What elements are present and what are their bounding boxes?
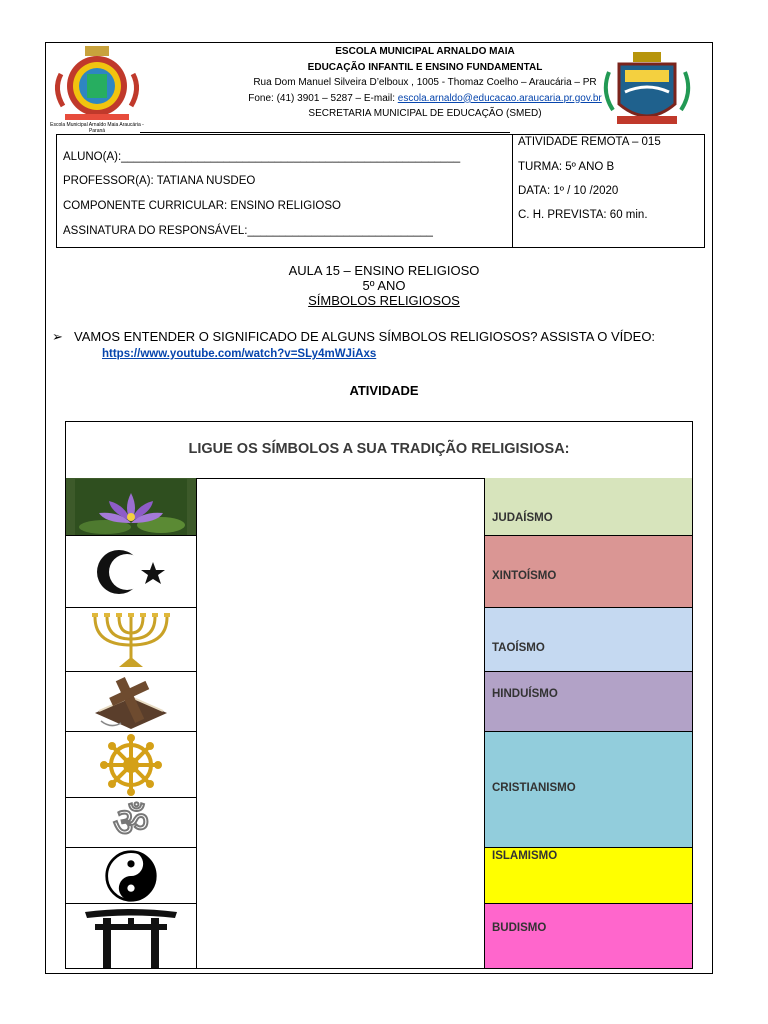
municipal-crest-logo [47,44,147,134]
secretariat: SECRETARIA MUNICIPAL DE EDUCAÇÃO (SMED) [308,108,542,119]
email-link[interactable]: escola.arnaldo@educacao.araucaria.pr.gov.br [397,92,602,104]
student-name-field[interactable]: ALUNO(A):_____________________________________________________ [63,151,461,163]
school-name: ESCOLA MUNICIPAL ARNALDO MAIA [335,46,515,57]
matching-lines-area[interactable] [197,478,485,968]
activity-date: DATA: 1º / 10 /2020 [518,185,619,197]
menorah-icon [66,608,196,672]
religion-label: TAOÍSMO [492,642,545,654]
torii-gate-icon [66,904,196,968]
yin-yang-icon [66,848,196,904]
school-level: EDUCAÇÃO INFANTIL E ENSINO FUNDAMENTAL [307,61,543,73]
class-group: TURMA: 5º ANO B [518,161,615,173]
religions-column [485,478,692,968]
teacher-name: PROFESSOR(A): TATIANA NUSDEO [63,175,256,187]
remote-activity-label: ATIVIDADE REMOTA – 015 [518,136,661,148]
lesson-number: AULA 15 – ENSINO RELIGIOSO [288,263,480,278]
religion-label: ISLAMISMO [492,850,558,862]
dharma-wheel-icon [66,732,196,798]
lotus-flower-icon [66,478,196,536]
guardian-signature-field[interactable]: ASSINATURA DO RESPONSÁVEL:_____________________________ [63,225,433,237]
header-rule [140,132,510,133]
religion-islamismo [485,848,692,904]
religion-xintoismo [485,536,692,608]
religion-cristianismo [485,732,692,848]
contact-line [195,91,655,107]
crescent-star-icon [66,536,196,608]
religion-budismo [485,904,692,968]
lesson-grade: 5º ANO [362,278,406,293]
instruction-text: VAMOS ENTENDER O SIGNIFICADO DE ALGUNS SÍMBOLOS RELIGIOSOS? ASSISTA O VÍDEO: [74,329,656,344]
religion-label: BUDISMO [492,922,547,934]
city-coat-of-arms-logo [599,52,695,134]
lesson-topic: SÍMBOLOS RELIGIOSOS [308,293,460,308]
bullet-arrow-icon: ➢ [52,329,63,344]
expected-workload: C. H. PREVISTA: 60 min. [518,209,648,221]
school-address: Rua Dom Manuel Silveira D’elboux , 1005 - Thomaz Coelho – Araucária – PR [253,77,597,88]
student-info-box [56,134,705,248]
religion-label: XINTOÍSMO [492,570,557,582]
matching-activity-table [65,421,693,969]
instruction-line [52,329,655,345]
religion-label: JUDAÍSMO [492,512,553,524]
cross-and-bible-icon [66,672,196,732]
lesson-title-block [0,263,768,308]
phone-text: Fone: (41) 3901 – 5287 – E-mail: [248,92,398,104]
school-header [45,42,713,134]
religion-hinduismo [485,672,692,732]
symbols-column [66,478,197,968]
religion-taoismo [485,608,692,672]
student-info-left [57,135,513,247]
activity-heading: ATIVIDADE [349,383,419,398]
activity-instruction-title: LIGUE OS SÍMBOLOS A SUA TRADIÇÃO RELIGISIOSA: [66,422,692,479]
religion-judaismo [485,478,692,536]
om-icon: ॐ [66,798,196,848]
religion-label: CRISTIANISMO [492,782,576,794]
religion-label: HINDUÍSMO [492,688,558,700]
video-link[interactable]: https://www.youtube.com/watch?v=SLy4mWJiAxs [102,348,377,360]
curricular-component: COMPONENTE CURRICULAR: ENSINO RELIGIOSO [63,200,341,212]
left-logo-caption: Escola Municipal Arnaldo Maia Araucária - Paraná [50,122,144,134]
